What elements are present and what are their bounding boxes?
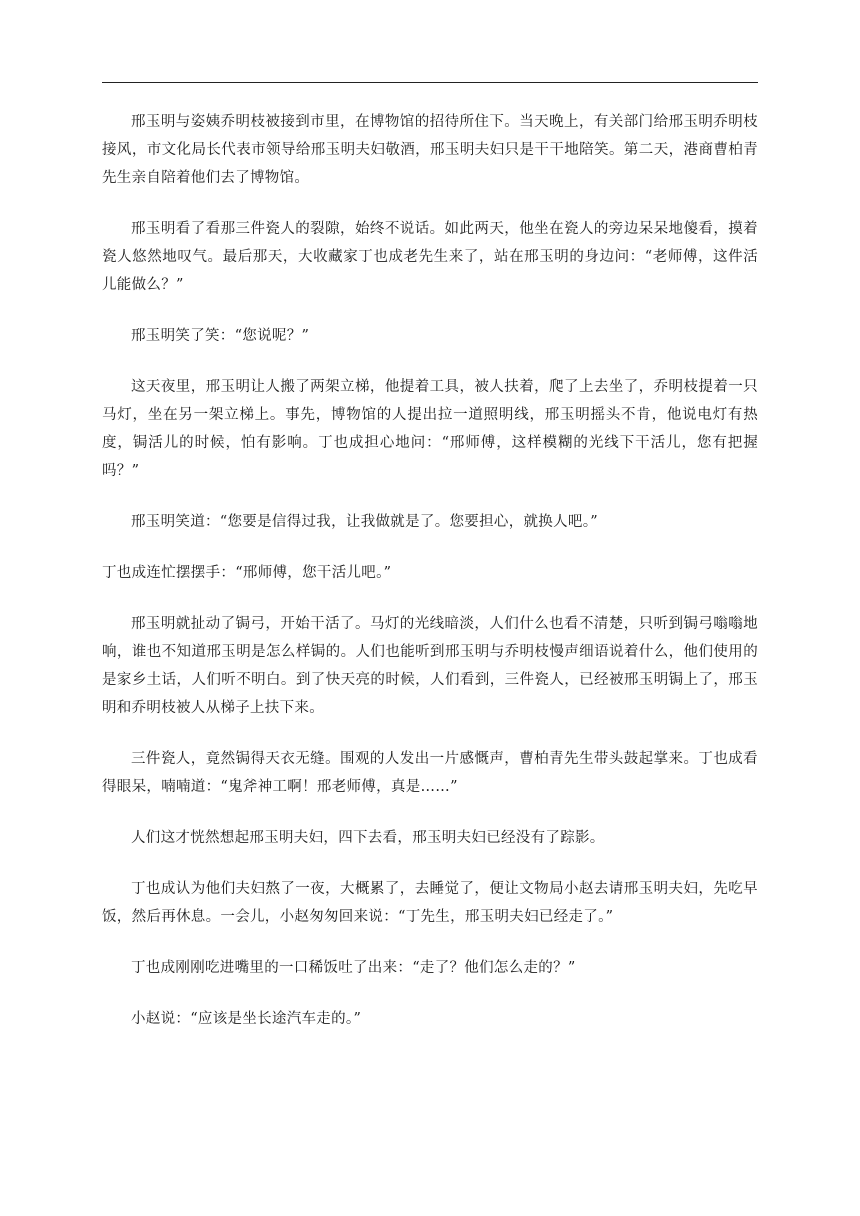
paragraph: 小赵说：“应该是坐长途汽车走的。” <box>131 1011 362 1027</box>
paragraph: 丁也成连忙摆摆手：“邢师傅，您干活儿吧。” <box>102 565 392 581</box>
header-rule <box>102 82 758 83</box>
paragraph: 邢玉明就扯动了锔弓，开始干活了。马灯的光线暗淡，人们什么也看不清楚，只听到锔弓嗡嗡地响，谁也不知道邢玉明是怎么样锔的。人们也能听到邢玉明与乔明枝慢声细语说着什么，他们使用的是家乡土话，人们听不明白。到了快天亮的时候，人们看到，三件瓷人，已经被邢玉明锔上了，邢玉明和乔明枝被人从梯子上扶下来。 <box>102 616 758 716</box>
paragraph: 丁也成认为他们夫妇熬了一夜，大概累了，去睡觉了，便让文物局小赵去请邢玉明夫妇，先吃早饭，然后再休息。一会儿，小赵匆匆回来说：“丁先生，邢玉明夫妇已经走了。” <box>102 881 758 925</box>
paragraph: 人们这才恍然想起邢玉明夫妇，四下去看，邢玉明夫妇已经没有了踪影。 <box>131 830 605 846</box>
paragraph: 这天夜里，邢玉明让人搬了两架立梯，他提着工具，被人扶着，爬了上去坐了，乔明枝提着一只马灯，坐在另一架立梯上。事先，博物馆的人提出拉一道照明线，邢玉明摇头不肯，他说电灯有热度，锔活儿的时候，怕有影响。丁也成担心地问：“邢师傅，这样模糊的光线下干活儿，您有把握吗？” <box>102 379 758 479</box>
paragraph: 邢玉明笑了笑：“您说呢？” <box>131 328 310 344</box>
paragraph: 邢玉明与姿姨乔明枝被接到市里，在博物馆的招待所住下。当天晚上，有关部门给邢玉明乔明枝接风，市文化局长代表市领导给邢玉明夫妇敬酒，邢玉明夫妇只是干干地陪笑。第二天，港商曹柏青先生亲自陪着他们去了博物馆。 <box>102 114 758 186</box>
paragraph: 三件瓷人，竟然锔得天衣无缝。围观的人发出一片感慨声，曹柏青先生带头鼓起掌来。丁也成看得眼呆，喃喃道：“鬼斧神工啊！邢老师傅，真是……” <box>102 751 758 795</box>
article-body <box>102 108 758 1056</box>
paragraph: 邢玉明笑道：“您要是信得过我，让我做就是了。您要担心，就换人吧。” <box>131 514 598 530</box>
paragraph: 丁也成刚刚吃进嘴里的一口稀饭吐了出来：“走了？他们怎么走的？” <box>131 960 576 976</box>
paragraph: 邢玉明看了看那三件瓷人的裂隙，始终不说话。如此两天，他坐在瓷人的旁边呆呆地傻看，摸着瓷人悠然地叹气。最后那天，大收藏家丁也成老先生来了，站在邢玉明的身边问：“老师傅，这件活儿能做么？” <box>102 221 758 293</box>
